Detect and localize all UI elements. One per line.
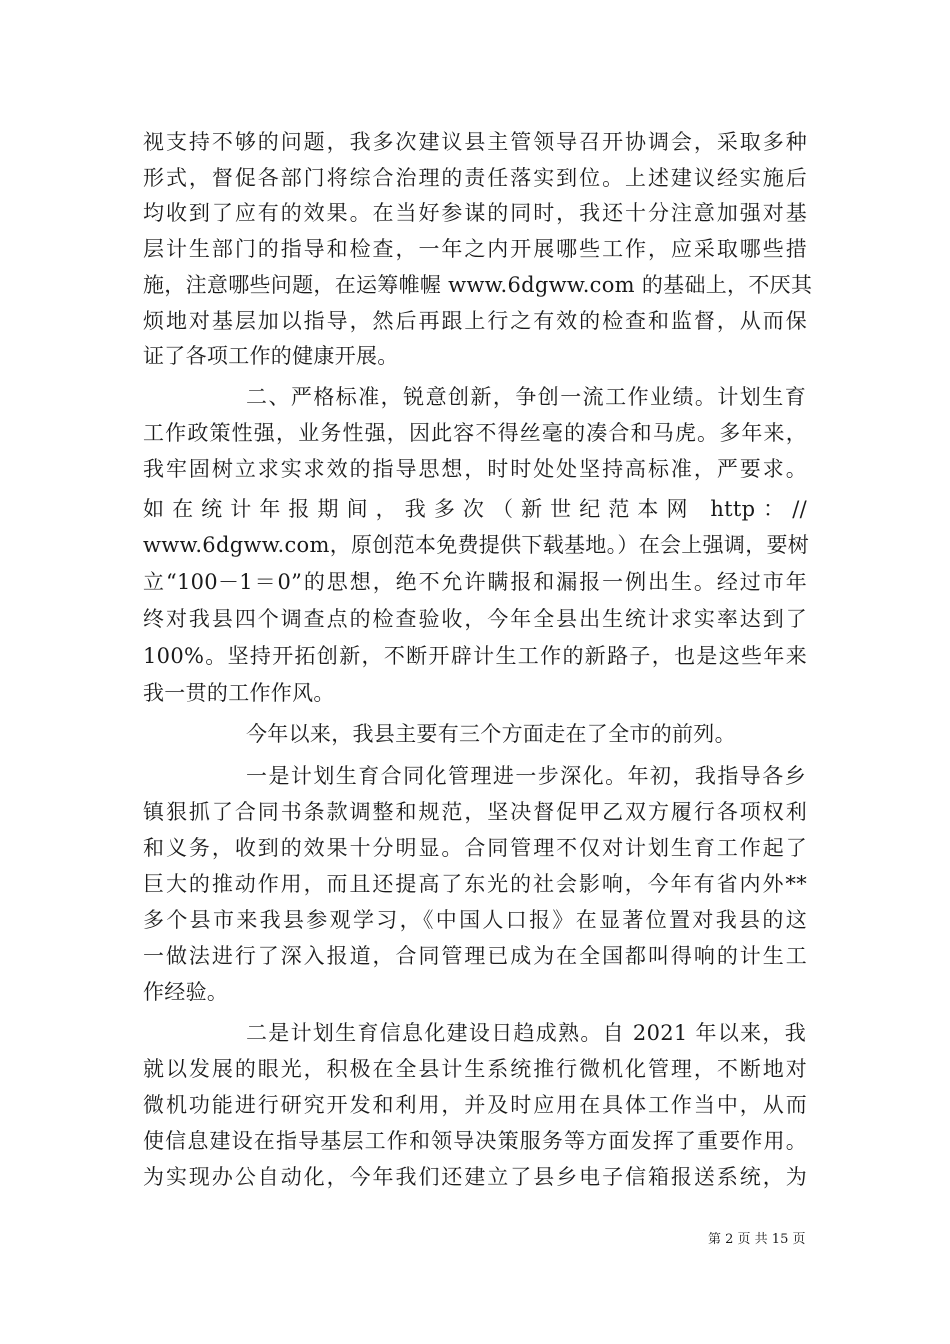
text-line: 施，注意哪些问题，在运筹帷幄 www.6dgww.com 的基础上，不厌其 [143,273,813,297]
text-line: 就以发展的眼光，积极在全县计生系统推行微机化管理，不断地对 [143,1057,807,1081]
text-line: 证了各项工作的健康开展。 [143,344,399,368]
text-line: 我牢固树立求实求效的指导思想，时时处处坚持高标准，严要求。 [143,457,807,481]
paragraph-heading: 二、严格标准，锐意创新，争创一流工作业绩。计划生育 [246,385,806,409]
text-line: 一是计划生育合同化管理进一步深化。年初，我指导各乡 [246,764,806,788]
text-line: 镇狠抓了合同书条款调整和规范，坚决督促甲乙双方履行各项权利 [143,800,807,824]
text-line: 二是计划生育信息化建设日趋成熟。自 2021 年以来，我 [246,1021,806,1045]
text-line: 为实现办公自动化，今年我们还建立了县乡电子信箱报送系统，为 [143,1165,807,1189]
text-line: 如在统计年报期间，我多次（新世纪范本网 http：// [143,497,807,521]
text-line: 终对我县四个调查点的检查验收，今年全县出生统计求实率达到了 [143,607,807,631]
text-line: 我一贯的工作作风。 [143,681,335,705]
text-line: 和义务，收到的效果十分明显。合同管理不仅对计划生育工作起了 [143,836,807,860]
text-line: 今年以来，我县主要有三个方面走在了全市的前列。 [246,722,736,746]
text-line: 立“100－1＝0”的思想，绝不允许瞒报和漏报一例出生。经过市年 [143,570,807,594]
page-number: 第 2 页 共 15 页 [708,1232,806,1247]
text-line: 均收到了应有的效果。在当好参谋的同时，我还十分注意加强对基 [143,201,807,225]
text-line: 层计生部门的指导和检查，一年之内开展哪些工作，应采取哪些措 [143,237,807,261]
text-line: 巨大的推动作用，而且还提高了东光的社会影响，今年有省内外** [143,872,807,896]
text-line: 形式，督促各部门将综合治理的责任落实到位。上述建议经实施后 [143,166,807,190]
text-line: www.6dgww.com，原创范本免费提供下载基地。）在会上强调，要树 [143,533,810,557]
text-line: 100%。坚持开拓创新，不断开辟计生工作的新路子，也是这些年来 [143,644,807,668]
text-line: 烦地对基层加以指导，然后再跟上行之有效的检查和监督，从而保 [143,309,807,333]
text-line: 工作政策性强，业务性强，因此容不得丝毫的凑合和马虎。多年来， [143,421,807,445]
text-line: 使信息建设在指导基层工作和领导决策服务等方面发挥了重要作用。 [143,1129,807,1153]
text-line: 一做法进行了深入报道，合同管理已成为在全国都叫得响的计生工 [143,944,807,968]
text-line: 微机功能进行研究开发和利用，并及时应用在具体工作当中，从而 [143,1093,807,1117]
text-line: 视支持不够的问题，我多次建议县主管领导召开协调会，采取多种 [143,130,807,154]
text-line: 多个县市来我县参观学习，《中国人口报》在显著位置对我县的这 [143,908,807,932]
text-line: 作经验。 [143,980,229,1004]
